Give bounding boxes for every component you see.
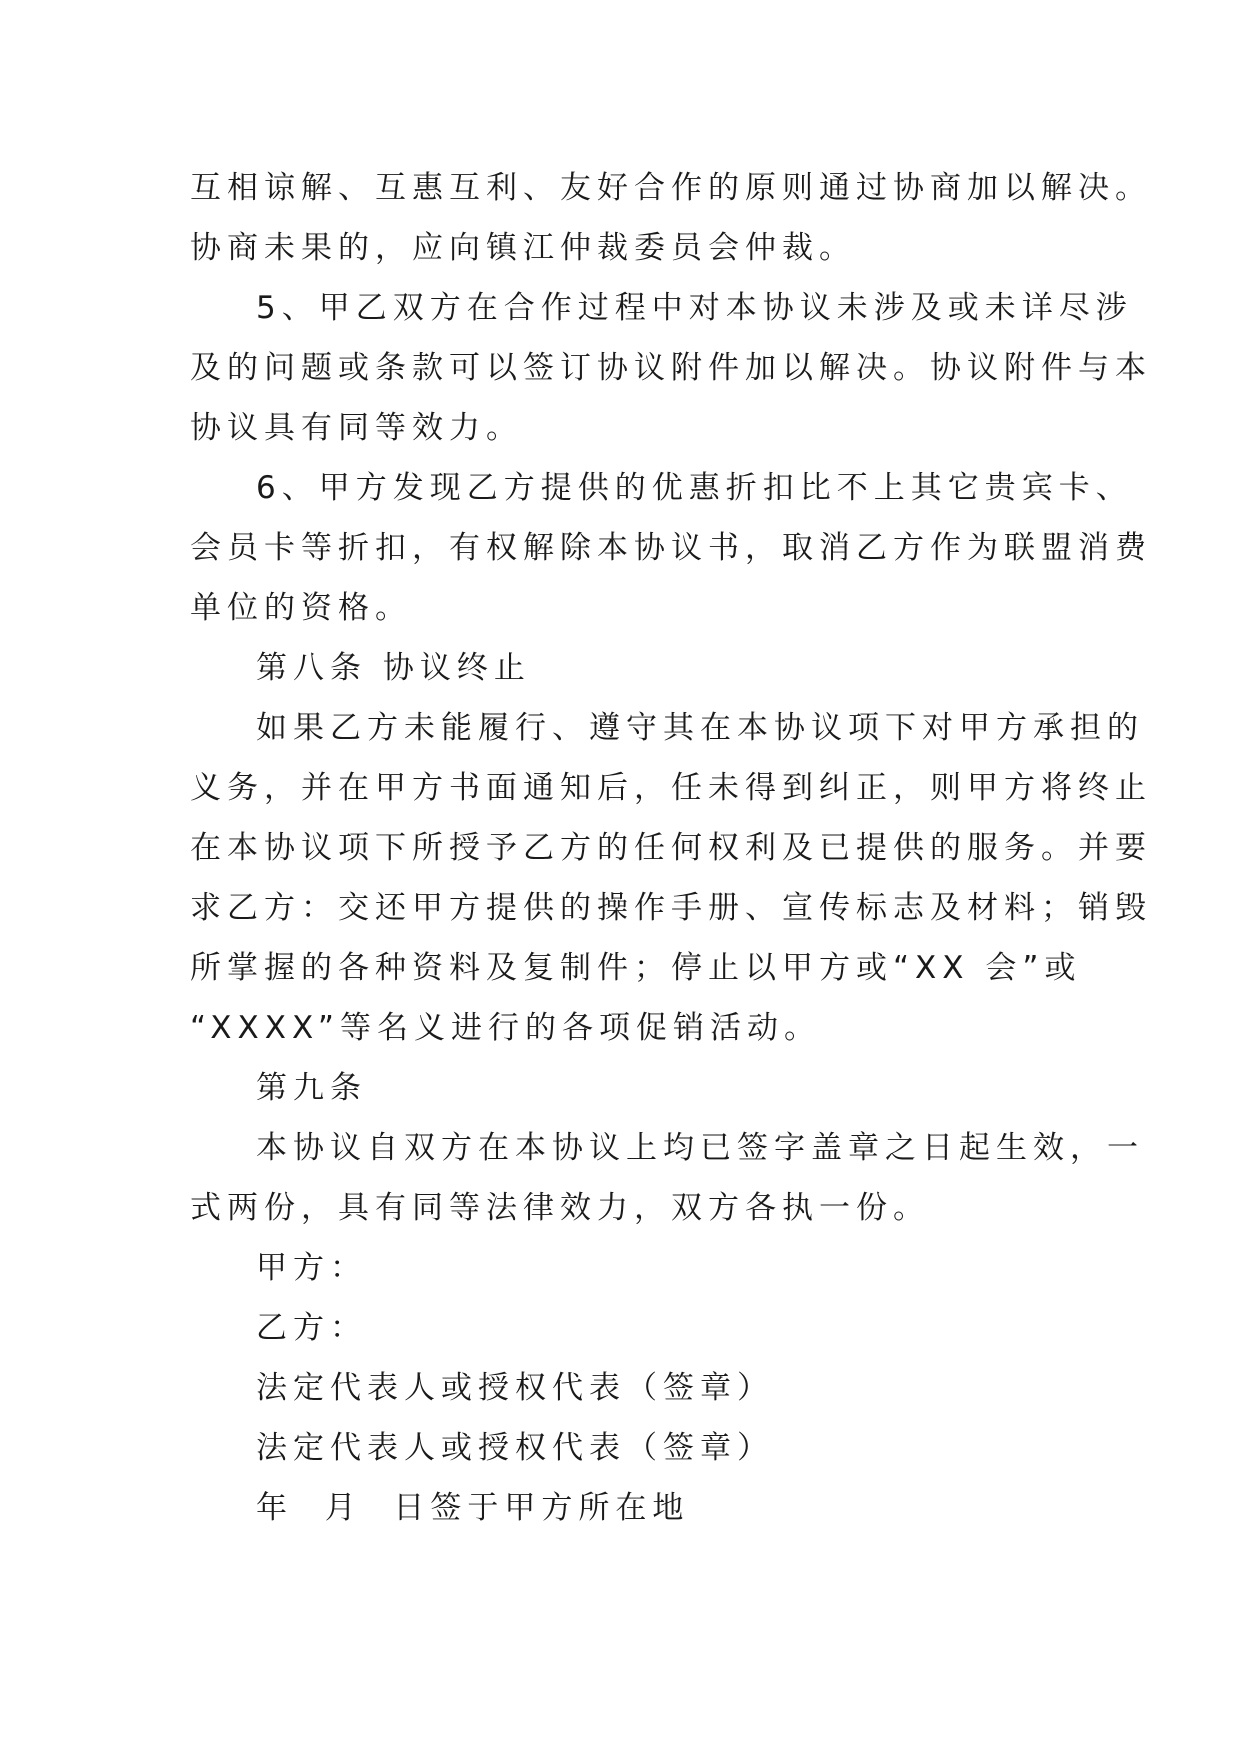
- document-line: 如果乙方未能履行、遵守其在本协议项下对甲方承担的: [256, 710, 1144, 746]
- document-line: 义务，并在甲方书面通知后，任未得到纠正，则甲方将终止: [190, 770, 1152, 806]
- document-line: 年 月 日签于甲方所在地: [256, 1490, 690, 1526]
- document-line: 第八条 协议终止: [256, 650, 531, 686]
- document-line: 协议具有同等效力。: [190, 410, 523, 446]
- document-line: 本协议自双方在本协议上均已签字盖章之日起生效，一: [256, 1130, 1144, 1166]
- document-line: 求乙方：交还甲方提供的操作手册、宣传标志及材料；销毁: [190, 890, 1152, 926]
- document-line: 单位的资格。: [190, 590, 412, 626]
- document-line: “XXXX”等名义进行的各项促销活动。: [190, 1010, 821, 1046]
- document-line: 乙方：: [256, 1310, 367, 1346]
- document-line: 5、甲乙双方在合作过程中对本协议未涉及或未详尽涉: [256, 290, 1133, 326]
- document-line: 在本协议项下所授予乙方的任何权利及已提供的服务。并要: [190, 830, 1152, 866]
- document-line: 会员卡等折扣，有权解除本协议书，取消乙方作为联盟消费: [190, 530, 1152, 566]
- document-line: 互相谅解、互惠互利、友好合作的原则通过协商加以解决。: [190, 170, 1152, 206]
- document-line: 法定代表人或授权代表（签章）: [256, 1370, 774, 1406]
- document-body: [190, 158, 1152, 1538]
- document-line: 6、甲方发现乙方提供的优惠折扣比不上其它贵宾卡、: [256, 470, 1133, 506]
- document-line: 及的问题或条款可以签订协议附件加以解决。协议附件与本: [190, 350, 1152, 386]
- document-line: 第九条: [256, 1070, 367, 1106]
- document-line: 所掌握的各种资料及复制件；停止以甲方或“XX 会”或: [190, 950, 1082, 986]
- document-line: 甲方：: [256, 1250, 367, 1286]
- document-line: 式两份，具有同等法律效力，双方各执一份。: [190, 1190, 930, 1226]
- document-line: 法定代表人或授权代表（签章）: [256, 1430, 774, 1466]
- document-line: 协商未果的，应向镇江仲裁委员会仲裁。: [190, 230, 856, 266]
